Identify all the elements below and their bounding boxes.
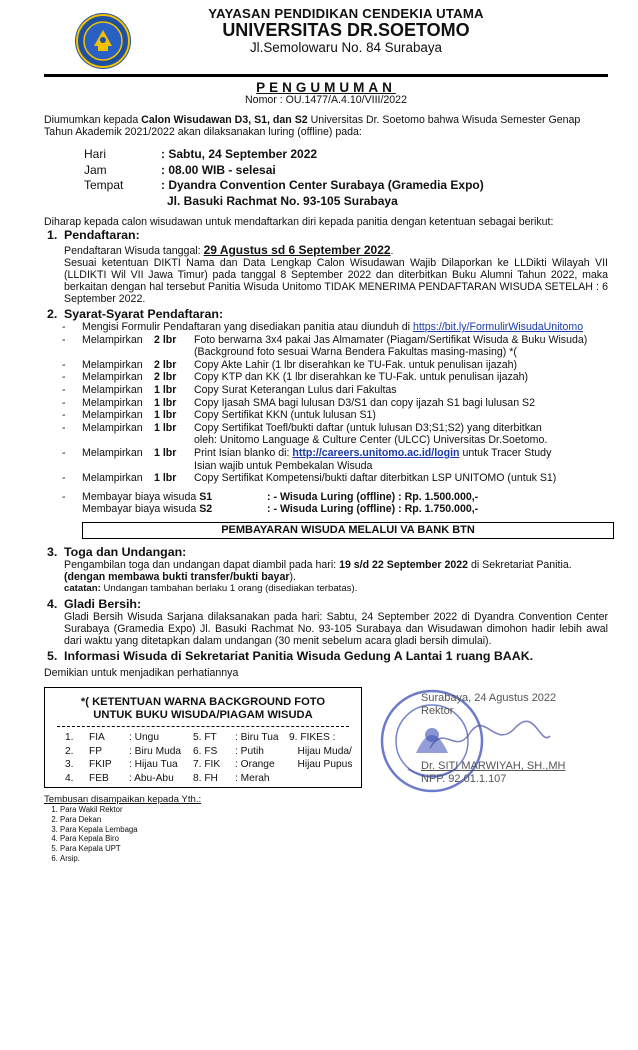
cc-heading: Tembusan disampaikan kepada Yth.: (44, 794, 202, 805)
requirement-count: 2 lbr (154, 371, 177, 384)
requirement-action: Melampirkan (82, 383, 143, 396)
toga-text: Pengambilan toga dan undangan dapat diambil pada hari: (64, 558, 340, 571)
note-text: Undangan tambahan berlaku 1 orang (disediakan terbatas). (100, 582, 358, 594)
table-row (63, 759, 357, 771)
cc-recipient: 4. Para Kepala Biro (60, 834, 201, 844)
requirement-desc: Copy Akte Lahir (1 lbr diserahkan ke TU-Fak. untuk penulisan ijazah) (194, 358, 518, 371)
table-cell: FEB (89, 772, 109, 784)
table-row (63, 746, 357, 758)
toga-note-bold: (dengan membawa bukti transfer/bukti bayar (64, 570, 290, 583)
payment-value: : - Wisuda Luring (offline) : Rp. 1.500.000,- (267, 490, 479, 503)
bullet: - (62, 446, 66, 459)
section-5-title: Informasi Wisuda di Sekretariat Panitia Wisuda Gedung A Lantai 1 ruang BAAK. (64, 648, 534, 663)
requirement-action: Melampirkan (82, 333, 143, 346)
color-box-title: *( KETENTUAN WARNA BACKGROUND FOTO (80, 696, 326, 708)
requirement-count: 2 lbr (154, 358, 177, 371)
cc-recipient: 5. Para Kepala UPT (60, 844, 201, 854)
requirement-text (194, 472, 608, 485)
table-cell: Hijau Pupus (289, 759, 353, 770)
cc-recipient: 2. Para Dekan (60, 815, 201, 825)
letterhead (44, 8, 608, 70)
cc-recipient: 1. Para Wakil Rektor (60, 805, 201, 815)
list-item (62, 472, 608, 485)
signatory-npp: NPP. 92.01.1.107 (421, 773, 507, 785)
closing-text: Demikian untuk menjadikan perhatiannya (44, 666, 239, 679)
bullet: - (62, 358, 66, 371)
table-cell: : Orange (235, 759, 275, 770)
signatory-name: Dr. SITI MARWIYAH, SH.,MH (421, 760, 566, 772)
table-cell: : Biru Tua (235, 732, 279, 743)
section-3 (47, 544, 608, 595)
intro-bold: Calon Wisudawan D3, S1, dan S2 (141, 114, 308, 126)
bullet: - (62, 396, 66, 409)
payment-degree: S2 (199, 503, 213, 516)
place-value: : Dyandra Convention Center Surabaya (Gramedia Expo) (161, 178, 484, 192)
payment-degree: S1 (199, 490, 213, 503)
requirement-desc-2: Isian wajib untuk Pembekalan Wisuda (194, 459, 373, 472)
requirement-text (194, 384, 608, 397)
requirement-action: Melampirkan (82, 396, 143, 409)
list-item (62, 422, 608, 447)
table-cell: : Putih (235, 745, 264, 757)
note-label: catatan: (64, 582, 101, 594)
header-divider (44, 74, 608, 77)
section-4-body: Gladi Bersih Wisuda Sarjana dilaksanakan pada hari: Sabtu, 24 September 2022 di Dyandra Convention Center Surabaya (Gramedia Expo) Jl. Basuki Rachmat No. 93-105 Surabaya dan Wisudawan dimohon hadir lebih awal dari waktu yang ditetapkan dalam undangan (30 menit sebelum acara gladi bersih dimulai). (64, 610, 608, 647)
table-cell: 2. (65, 745, 74, 757)
requirement-desc: Foto berwarna 3x4 pakai Jas Almamater (Piagam/Sertifikat Wisuda & Buku Wisuda) (194, 333, 588, 346)
table-cell: FIA (89, 732, 105, 743)
event-details (82, 146, 486, 210)
requirement-count: 1 lbr (154, 396, 177, 409)
list-item: - Mengisi Formulir Pendaftaran yang disediakan panitia atau diunduh di https://bit.ly/FormulirWisudaUnitomo (62, 321, 584, 333)
section-1-title: Pendaftaran: (64, 228, 140, 242)
table-cell: 8. FH (193, 772, 218, 784)
table-cell: 4. (65, 772, 74, 784)
requirement-text (194, 422, 608, 447)
requirement-count: 1 lbr (154, 383, 177, 396)
requirement-desc: Copy Ijasah SMA bagi lulusan D3/S1 dan copy ijazah S1 bagi lulusan S2 (194, 396, 535, 409)
payment-label: Membayar biaya wisuda (82, 490, 200, 503)
signature-scribble-icon (425, 718, 555, 758)
table-cell: : Biru Muda (129, 745, 182, 757)
place-value-2: Jl. Basuki Rachmat No. 93-105 Surabaya (167, 193, 398, 208)
form-link[interactable]: https://bit.ly/FormulirWisudaUnitomo (412, 321, 584, 333)
time-label: Jam (84, 162, 107, 177)
requirement-desc: Copy Sertifikat Kompetensi/bukti daftar diterbitkan LSP UNITOMO (untuk S1) (194, 472, 557, 485)
payment-label: Membayar biaya wisuda (82, 503, 200, 516)
foundation-name: YAYASAN PENDIDIKAN CENDEKIA UTAMA (208, 6, 484, 21)
bullet: - (62, 333, 66, 346)
cc-recipient: 3. Para Kepala Lembaga (60, 825, 201, 835)
list-item (62, 359, 608, 372)
requirement-desc: Copy Sertifikat KKN (untuk lulusan S1) (194, 409, 376, 422)
requirement-action: Melampirkan (82, 371, 143, 384)
requirement-desc-2: (Background foto sesuai Warna Bendera Fakultas masing-masing) *( (194, 346, 517, 359)
bullet: - (62, 371, 66, 384)
bullet: - (62, 383, 66, 396)
faculty-color-table (61, 730, 359, 786)
list-item (62, 334, 608, 359)
requirement-action: Melampirkan (82, 409, 143, 422)
section-2-title: Syarat-Syarat Pendaftaran: (64, 307, 224, 321)
requirement-action: Melampirkan (82, 358, 143, 371)
requirement-text (194, 334, 608, 359)
payment-info (62, 491, 608, 516)
section-3-number: 3. (47, 544, 58, 559)
bullet: - (62, 409, 66, 422)
toga-text-end: di Sekretariat Panitia. (468, 558, 572, 571)
payment-row-s2 (62, 503, 608, 516)
university-name: UNIVERSITAS DR.SOETOMO (222, 20, 470, 40)
document-number: Nomor : OU.1477/A.4.10/VIII/2022 (245, 94, 407, 106)
day-label: Hari (84, 147, 107, 161)
carbon-copy-list (44, 795, 201, 864)
day-value: : Sabtu, 24 September 2022 (161, 147, 318, 161)
tracer-study-link[interactable]: http://careers.unitomo.ac.id/login (292, 446, 460, 459)
table-cell: 5. FT (193, 732, 217, 743)
list-item (62, 447, 608, 472)
section-4-number: 4. (47, 596, 58, 611)
toga-dates: 19 s/d 22 September 2022 (339, 558, 469, 571)
requirement-count: 1 lbr (154, 472, 177, 485)
registration-date-range: 29 Agustus sd 6 September 2022 (203, 243, 391, 257)
requirement-count: 1 lbr (154, 421, 177, 434)
table-cell: FKIP (89, 759, 112, 770)
table-cell: : Ungu (129, 732, 160, 743)
registration-date-label: Pendaftaran Wisuda tanggal: (64, 245, 204, 257)
table-cell: FP (89, 745, 103, 757)
section-1 (47, 228, 608, 305)
requirement-action: Melampirkan (82, 446, 143, 459)
requirement-action: Melampirkan (82, 421, 143, 434)
table-cell: : Abu-Abu (129, 772, 174, 784)
requirement-text (194, 359, 608, 372)
bank-payment-notice: PEMBAYARAN WISUDA MELALUI VA BANK BTN (82, 522, 614, 539)
signature-role: Rektor (421, 705, 454, 717)
requirement-desc-2: oleh: Unitomo Language & Culture Center (ULCC) Universitas Dr.Soetomo. (194, 434, 548, 447)
payment-value: : - Wisuda Luring (offline) : Rp. 1.750.000,- (267, 503, 479, 516)
toga-note-end: ). (289, 570, 296, 583)
table-row (63, 732, 357, 744)
table-cell: Hijau Muda/ (289, 745, 352, 757)
requirement-count: 1 lbr (154, 446, 177, 459)
requirement-desc-end: untuk Tracer Study (459, 446, 552, 459)
color-box-subtitle: UNTUK BUKU WISUDA/PIAGAM WISUDA (93, 709, 313, 721)
section-2 (47, 307, 608, 321)
form-instruction: Mengisi Formulir Pendaftaran yang disediakan panitia atau diunduh di (82, 321, 413, 333)
table-cell (287, 773, 357, 785)
section-3-title: Toga dan Undangan: (64, 544, 187, 559)
payment-row-s1: - Membayar biaya wisuda S1 : - Wisuda Luring (offline) : Rp. 1.500.000,- (62, 491, 608, 504)
photo-color-box (44, 687, 362, 788)
section-4-title: Gladi Bersih: (64, 596, 142, 611)
list-item (62, 371, 608, 384)
table-cell: 6. FS (193, 745, 218, 757)
section-5 (47, 648, 608, 663)
requirement-desc: Copy KTP dan KK (1 lbr diserahkan ke TU-Fak. untuk penulisan ijazah) (194, 371, 529, 384)
cc-recipient: 6. Arsip. (60, 854, 201, 864)
university-address: Jl.Semolowaru No. 84 Surabaya (249, 40, 443, 55)
bullet: - (62, 421, 66, 434)
table-cell: : Hijau Tua (129, 759, 178, 770)
color-box-divider (57, 726, 349, 727)
requirement-text (194, 397, 608, 410)
list-item (62, 397, 608, 410)
requirement-action: Melampirkan (82, 472, 143, 485)
requirement-desc: Print Isian blanko di: (194, 446, 293, 459)
requirement-text (194, 409, 608, 422)
requirements-list (62, 321, 608, 485)
section-2-number: 2. (47, 307, 58, 321)
section-1-number: 1. (47, 228, 58, 242)
document-title: PENGUMUMAN (256, 80, 396, 95)
list-item (62, 384, 608, 397)
registration-date-end: . (390, 245, 394, 257)
table-cell: 9. FIKES : (289, 732, 336, 743)
table-cell: 1. (65, 732, 74, 743)
intro-text-2: Universitas Dr. Soetomo bahwa Wisuda Semester Genap Tahun Akademik 2021/2022 akan dilaksanakan luring (offline) pada: (44, 114, 581, 138)
requirement-text (194, 447, 608, 472)
requirement-desc: Copy Sertifikat Toefl/bukti daftar (untuk lulusan D3;S1;S2) yang diterbitkan (194, 421, 542, 434)
list-item (62, 409, 608, 422)
section-5-number: 5. (47, 648, 58, 663)
table-cell: 7. FIK (193, 759, 221, 770)
section-1-body: Sesuai ketentuan DIKTI Nama dan Data Lengkap Calon Wisudawan Wajib Dilaporkan ke LLDikti Wilayah VII (LLDIKTI Wil VII Jawa Timur) pada tanggal 8 September 2022 dan diterbitkan Buku Alumni Tahun 2022, maka berkaitan dengan hal tersebut Panitia Wisuda Unitomo TIDAK MENERIMA PENDAFTARAN WISUDA SETELAH : 6 September 2022. (64, 257, 608, 305)
bullet: - (62, 472, 66, 485)
time-value: : 08.00 WIB - selesai (161, 162, 276, 177)
hope-text: Diharap kepada calon wisudawan untuk mendaftarkan diri kepada panitia dengan ketentuan sebagai berikut: (44, 216, 554, 228)
intro-paragraph (44, 114, 608, 138)
requirement-count: 1 lbr (154, 409, 177, 422)
place-label: Tempat (84, 178, 124, 192)
table-cell: 3. (65, 759, 74, 770)
university-seal-icon (74, 12, 132, 70)
requirement-text (194, 371, 608, 384)
signature-block (385, 692, 615, 786)
intro-text: Diumumkan kepada (44, 114, 142, 126)
requirement-desc: Copy Surat Keterangan Lulus dari Fakultas (194, 383, 397, 396)
table-row (63, 773, 357, 785)
cc-recipients (60, 805, 201, 864)
table-cell: : Merah (235, 772, 270, 784)
signature-date: Surabaya, 24 Agustus 2022 (421, 692, 557, 704)
requirement-count: 2 lbr (154, 333, 177, 346)
section-4 (47, 596, 608, 647)
